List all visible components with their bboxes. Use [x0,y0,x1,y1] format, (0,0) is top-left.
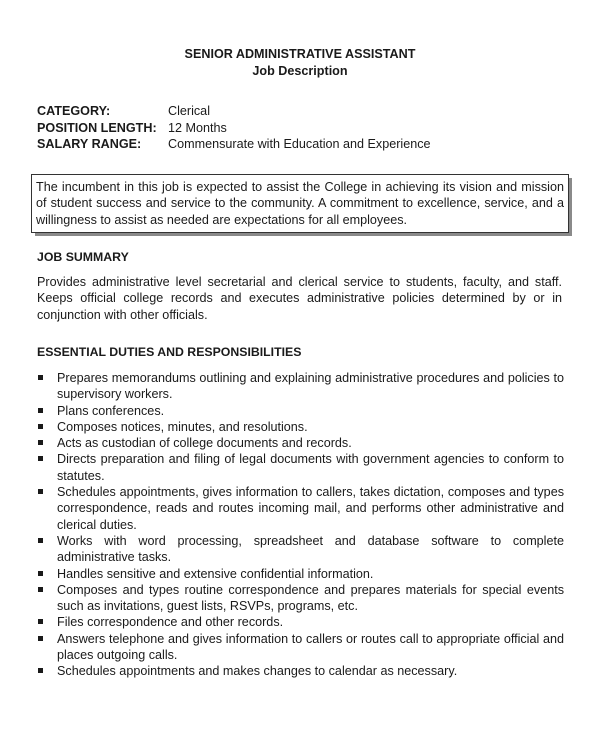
job-summary-text: Provides administrative level secretarial and clerical service to students, faculty, and staff. Keeps official college records and executes administrative policies determined by or in conjunction with other officials. [37,275,562,322]
meta-value: Commensurate with Education and Experience [168,137,431,151]
meta-row-position-length [37,120,577,137]
list-item [37,419,564,435]
duty-text: Directs preparation and filing of legal documents with government agencies to conform to statutes. [57,452,564,483]
duties-heading: ESSENTIAL DUTIES AND RESPONSIBILITIES [37,345,302,359]
duties-list [37,370,564,680]
duty-text: Handles sensitive and extensive confidential information. [57,566,374,581]
list-item [37,533,564,566]
document-header [0,46,600,80]
intro-box: The incumbent in this job is expected to assist the College in achieving its vision and mission of student success and service to the community. A commitment to excellence, service, and a willingness to assist as needed are expectations for all employees. [31,174,569,233]
list-item [37,435,564,451]
meta-row-salary-range [37,136,577,153]
duty-text: Composes notices, minutes, and resolutions. [57,419,308,434]
duty-text: Works with word processing, spreadsheet and database software to complete administrative tasks. [57,533,564,565]
list-item [37,631,564,664]
meta-key: SALARY RANGE: [37,137,142,151]
duty-text: Schedules appointments, gives information to callers, takes dictation, composes and types correspondence, reads and routes incoming mail, and performs other administrative and clerical duties. [57,485,564,532]
job-summary-heading: JOB SUMMARY [37,250,129,264]
duty-text: Composes and types routine correspondence and prepares materials for special events such as invitations, guest lists, RSVPs, programs, etc. [57,582,564,614]
meta-value: Clerical [168,104,210,118]
meta-value: 12 Months [168,120,227,135]
list-item [37,582,564,615]
duty-text: Answers telephone and gives information to callers or routes call to appropriate official and places outgoing calls. [57,631,564,663]
duty-text: Plans conferences. [57,403,165,418]
position-details [37,103,577,153]
list-item [37,451,564,484]
list-item [37,403,564,419]
meta-key: POSITION LENGTH: [37,120,157,135]
list-item [37,614,564,630]
list-item [37,663,564,679]
duty-text: Acts as custodian of college documents and records. [57,436,352,451]
list-item [37,484,564,533]
meta-key: CATEGORY: [37,104,111,118]
document-subtitle: Job Description [252,64,348,78]
meta-row-category [37,103,577,120]
list-item [37,370,564,403]
duty-text: Schedules appointments and makes changes to calendar as necessary. [57,664,458,679]
document-title: SENIOR ADMINISTRATIVE ASSISTANT [184,47,416,61]
duty-text: Prepares memorandums outlining and explaining administrative procedures and policies to supervisory workers. [57,371,564,402]
list-item [37,566,564,582]
duty-text: Files correspondence and other records. [57,615,284,630]
